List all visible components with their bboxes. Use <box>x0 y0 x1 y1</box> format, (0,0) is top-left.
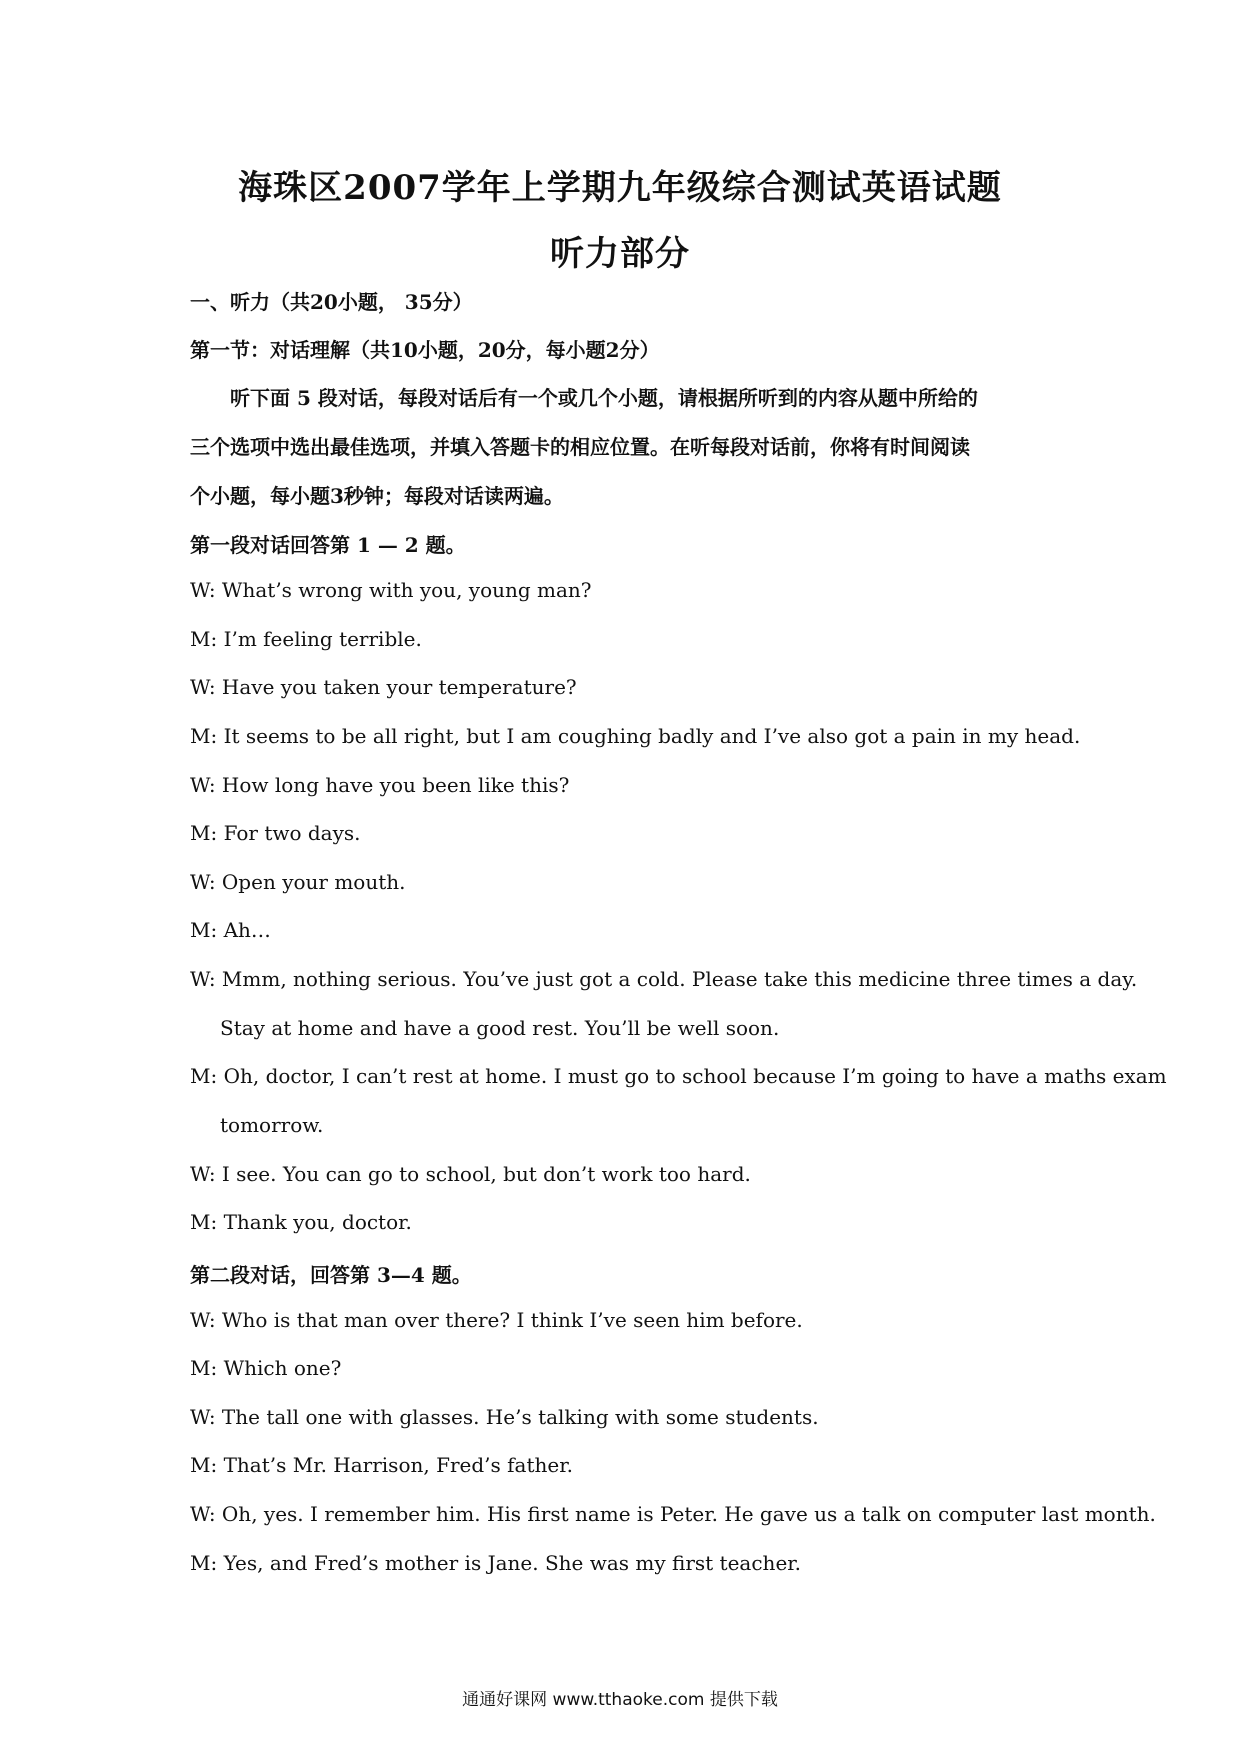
dialogue-line: W: How long have you been like this? <box>190 773 570 797</box>
dialogue-line: M: Oh, doctor, I can’t rest at home. I must go to school because I’m going to have a maths exam <box>190 1064 1167 1088</box>
dialogue-line: M: It seems to be all right, but I am coughing badly and I’ve also got a pain in my head. <box>190 724 1081 748</box>
dialogue-line: M: Which one? <box>190 1356 342 1380</box>
part-heading: 第一节：对话理解（共10小题，20分，每小题2分） <box>190 338 660 362</box>
dialogue-line: M: For two days. <box>190 821 361 845</box>
dialogue-line-continued: tomorrow. <box>220 1113 324 1137</box>
dialogue-line: W: Open your mouth. <box>190 870 406 894</box>
dialogue-heading: 第二段对话，回答第 3—4 题。 <box>190 1263 472 1287</box>
dialogue-line: M: Thank you, doctor. <box>190 1210 412 1234</box>
dialogue-line: W: Have you taken your temperature? <box>190 675 577 699</box>
dialogue-line: W: The tall one with glasses. He’s talking with some students. <box>190 1405 819 1429</box>
page-footer: 通通好课网 www.tthaoke.com 提供下载 <box>462 1690 778 1710</box>
dialogue-line: M: I’m feeling terrible. <box>190 627 422 651</box>
dialogue-line-continued: Stay at home and have a good rest. You’ll be well soon. <box>220 1016 780 1040</box>
dialogue-line: W: Mmm, nothing serious. You’ve just got a cold. Please take this medicine three times a day. <box>190 967 1138 991</box>
dialogue-line: M: Yes, and Fred’s mother is Jane. She was my first teacher. <box>190 1551 801 1575</box>
dialogue-line: M: That’s Mr. Harrison, Fred’s father. <box>190 1453 573 1477</box>
instruction-line: 听下面 5 段对话，每段对话后有一个或几个小题，请根据所听到的内容从题中所给的 <box>230 386 978 410</box>
dialogue-line: W: Who is that man over there? I think I’ve seen him before. <box>190 1308 803 1332</box>
page-subtitle: 听力部分 <box>550 234 690 274</box>
dialogue-line: M: Ah… <box>190 918 271 942</box>
dialogue-line: W: What’s wrong with you, young man? <box>190 578 592 602</box>
dialogue-line: W: I see. You can go to school, but don’t work too hard. <box>190 1162 751 1186</box>
section-heading: 一、听力（共20小题， 35分） <box>190 290 473 314</box>
instruction-line: 个小题，每小题3秒钟；每段对话读两遍。 <box>190 484 564 508</box>
instruction-line: 三个选项中选出最佳选项，并填入答题卡的相应位置。在听每段对话前，你将有时间阅读 <box>190 435 970 459</box>
dialogue-line: W: Oh, yes. I remember him. His first name is Peter. He gave us a talk on computer last month. <box>190 1502 1156 1526</box>
dialogue-heading: 第一段对话回答第 1 — 2 题。 <box>190 533 466 557</box>
page-title: 海珠区2007学年上学期九年级综合测试英语试题 <box>238 168 1002 208</box>
